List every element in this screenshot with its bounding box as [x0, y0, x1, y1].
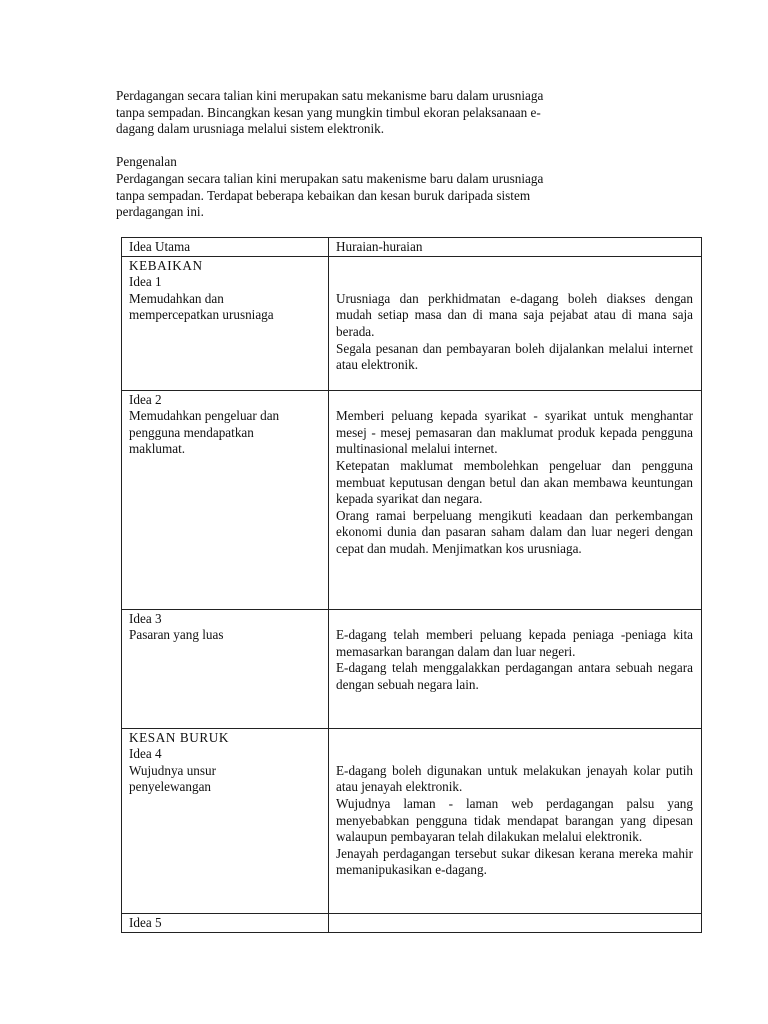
idea-number: Idea 1	[129, 274, 162, 290]
intro-section	[116, 88, 626, 221]
detail-paragraph: Memberi peluang kepada syarikat - syarikat untuk menghantar mesej - mesej pemasaran dan maklumat produk kepada pengguna multinasional melalui internet.	[336, 408, 693, 457]
idea-number: Idea 5	[129, 914, 162, 930]
detail-cell	[329, 913, 702, 932]
idea-title-line: Memudahkan dan	[129, 290, 224, 306]
detail-paragraph: Ketepatan maklumat membolehkan pengeluar dan pengguna membuat keputusan dengan betul dan akan membawa keuntungan kepada syarikat dan negara.	[336, 457, 693, 507]
detail-cell	[329, 728, 702, 913]
detail-paragraph: Jenayah perdagangan tersebut sukar dikesan kerana mereka mahir memanipukasikan e-dagang.	[336, 845, 693, 878]
idea-number: Idea 3	[129, 610, 162, 626]
intro-body-line: tanpa sempadan. Terdapat beberapa kebaikan dan kesan buruk daripada sistem	[116, 187, 531, 203]
idea-title-line: mempercepatkan urusniaga	[129, 307, 274, 323]
idea-title-line: Memudahkan pengeluar dan	[129, 408, 280, 424]
idea-cell	[122, 609, 329, 728]
question-text	[116, 88, 626, 138]
table-row	[122, 609, 702, 728]
detail-paragraph: E-dagang telah memberi peluang kepada peniaga -peniaga kita memasarkan barangan dalam dan luar negeri.	[336, 627, 693, 659]
table-row	[122, 390, 702, 609]
detail-paragraph: Wujudnya laman - laman web perdagangan palsu yang menyebabkan pengguna tidak mendapat barangan yang dipesan walaupun pembayaran telah dilakukan melalui elektronik.	[336, 795, 693, 845]
table-row	[122, 728, 702, 913]
detail-cell	[329, 390, 702, 609]
idea-cell	[122, 728, 329, 913]
table-header-row	[122, 238, 702, 257]
idea-cell	[122, 256, 329, 390]
idea-number: Idea 2	[129, 391, 162, 407]
idea-title-line: Pasaran yang luas	[129, 627, 224, 643]
table-row	[122, 913, 702, 932]
detail-paragraph: Urusniaga dan perkhidmatan e-dagang boleh diakses dengan mudah setiap masa dan di mana saja pejabat atau di mana saja berada.	[336, 290, 693, 339]
header-idea-utama: Idea Utama	[122, 238, 329, 257]
section-label: KEBAIKAN	[129, 257, 203, 273]
detail-cell	[329, 609, 702, 728]
idea-title-line: maklumat.	[129, 441, 186, 457]
detail-cell	[329, 256, 702, 390]
question-line: Perdagangan secara talian kini merupakan satu mekanisme baru dalam urusniaga	[116, 88, 544, 103]
ideas-table	[121, 237, 702, 933]
intro-body-line: perdagangan ini.	[116, 204, 204, 220]
detail-paragraph: Orang ramai berpeluang mengikuti keadaan dan perkembangan ekonomi dunia dan pasaran saham dalam dan luar negeri dengan cepat dan mudah. Menjimatkan kos urusniaga.	[336, 507, 693, 556]
question-line: tanpa sempadan. Bincangkan kesan yang mungkin timbul ekoran pelaksanaan e-	[116, 104, 541, 120]
detail-paragraph: E-dagang telah menggalakkan perdagangan antara sebuah negara dengan sebuah negara lain.	[336, 660, 693, 692]
intro-body	[116, 171, 626, 221]
table-row	[122, 256, 702, 390]
idea-title-line: Wujudnya unsur	[129, 762, 217, 778]
idea-number: Idea 4	[129, 746, 162, 762]
idea-cell	[122, 390, 329, 609]
detail-paragraph: E-dagang boleh digunakan untuk melakukan jenayah kolar putih atau jenayah elektronik.	[336, 762, 693, 795]
question-line: dagang dalam urusniaga melalui sistem elektronik.	[116, 121, 385, 137]
idea-title-line: penyelewangan	[129, 779, 212, 795]
header-huraian: Huraian-huraian	[329, 238, 702, 257]
intro-heading: Pengenalan	[116, 154, 177, 170]
idea-title-line: pengguna mendapatkan	[129, 424, 254, 440]
section-label: KESAN BURUK	[129, 729, 230, 745]
idea-cell	[122, 913, 329, 932]
detail-paragraph: Segala pesanan dan pembayaran boleh dijalankan melalui internet atau elektronik.	[336, 340, 693, 373]
intro-body-line: Perdagangan secara talian kini merupakan satu makenisme baru dalam urusniaga	[116, 170, 544, 186]
